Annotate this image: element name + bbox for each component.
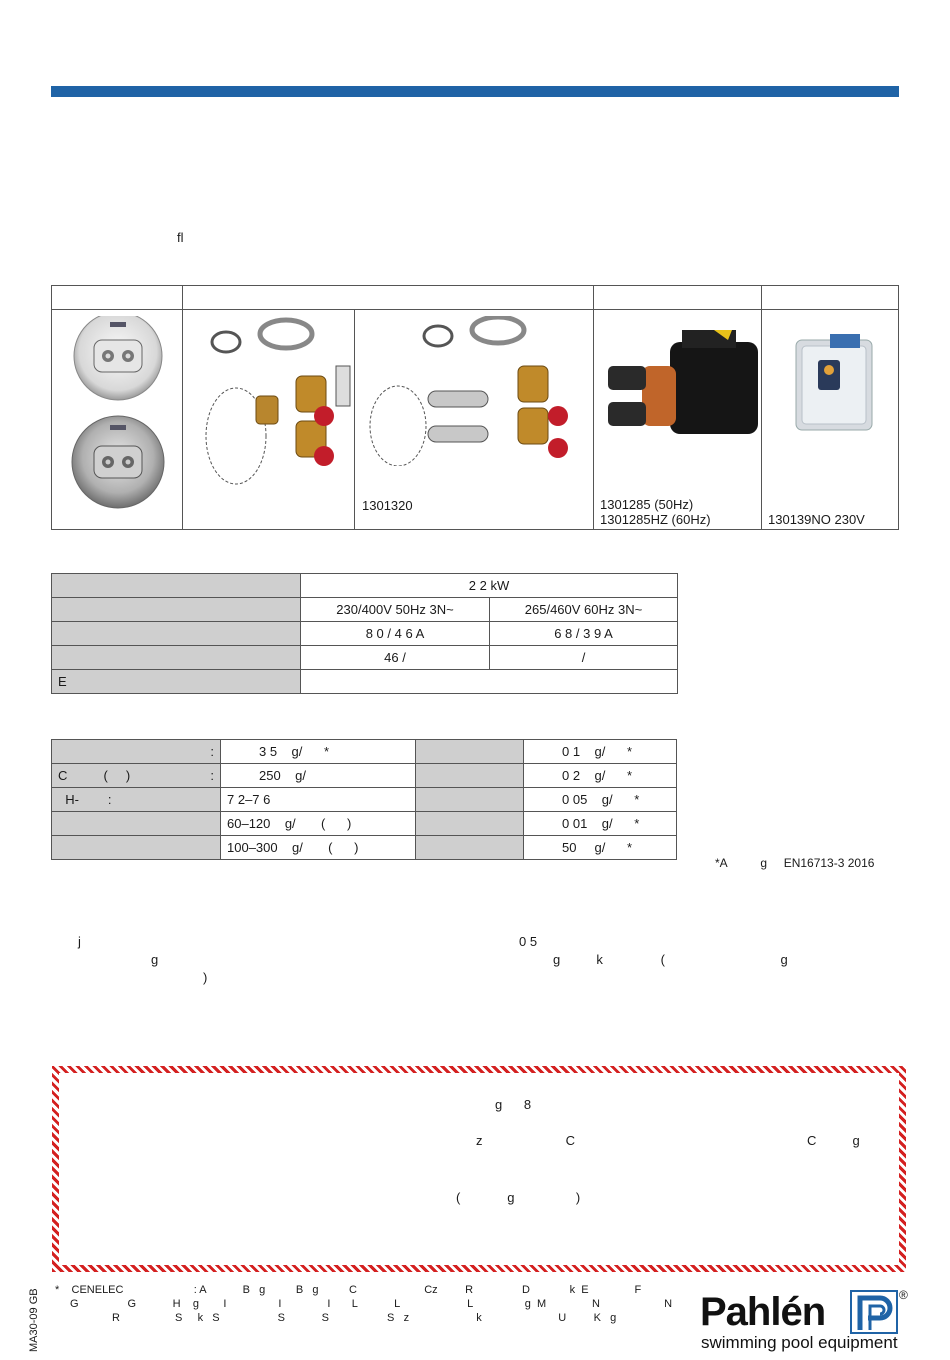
water-label [416, 836, 524, 860]
warning-box [52, 1066, 906, 1272]
table-row [52, 740, 677, 764]
paragraph-fragment: g [151, 952, 159, 967]
spec-label [52, 646, 301, 670]
brand-tagline: swimming pool equipment [701, 1333, 898, 1352]
spec-value: 265/460V 60Hz 3N~ [490, 598, 678, 622]
water-label [52, 812, 221, 836]
water-value: 60–120 g/ ( ) [221, 812, 416, 836]
water-value: 7 2–7 6 [221, 788, 416, 812]
spec-value [301, 670, 678, 694]
product-code-line: 1301285 (50Hz) [600, 497, 694, 512]
water-quality-table [51, 739, 677, 860]
spec-value: 2 2 kW [301, 574, 678, 598]
water-value: 0 05 g/ * [524, 788, 677, 812]
water-value: 0 2 g/ * [524, 764, 677, 788]
spec-table [51, 573, 678, 694]
footnote-line: * CENELEC : A B g B g C Cz R D k E F [55, 1284, 642, 1296]
water-label: C ( ) : [52, 764, 221, 788]
spec-value: / [490, 646, 678, 670]
registered-mark: ® [899, 1288, 908, 1302]
table-row [52, 812, 677, 836]
spec-label: E [52, 670, 301, 694]
warning-text: C g [807, 1133, 860, 1148]
product-code-line: 1301320 [362, 498, 413, 513]
water-label [416, 812, 524, 836]
spec-value: 230/400V 50Hz 3N~ [301, 598, 490, 622]
water-label [416, 764, 524, 788]
document-code: MA30-09 GB [28, 1288, 40, 1352]
product-code-line: 1301285HZ (60Hz) [600, 512, 711, 527]
table-row [52, 670, 678, 694]
spec-label [52, 622, 301, 646]
table-row [52, 574, 678, 598]
control-box-image [790, 326, 880, 436]
brand-name: Pahlén [700, 1290, 826, 1334]
product-code [768, 512, 865, 527]
table-row [52, 622, 678, 646]
water-value: 100–300 g/ ( ) [221, 836, 416, 860]
water-value: 0 1 g/ * [524, 740, 677, 764]
product-table [51, 285, 899, 530]
spec-value: 8 0 / 4 6 A [301, 622, 490, 646]
warning-text: z C [476, 1133, 575, 1148]
standard-footnote: *A g EN16713-3 2016 [715, 856, 875, 870]
footnote-line: R S k S S S S z k U K g [112, 1312, 617, 1324]
spec-label [52, 598, 301, 622]
installation-kit-long-image [358, 316, 588, 466]
paragraph-fragment: j [78, 934, 81, 949]
intro-fragment: fl [177, 230, 184, 245]
brand-logo [700, 1288, 912, 1354]
product-table-header [52, 286, 898, 310]
paragraph-fragment: ) [203, 970, 208, 985]
product-code [600, 497, 711, 527]
water-label: H- : [52, 788, 221, 812]
paragraph-fragment: 0 5 [519, 934, 538, 949]
installation-kit-image [186, 316, 352, 486]
table-row [52, 598, 678, 622]
paragraph-fragment: g k ( g [553, 952, 788, 967]
water-value: 0 01 g/ * [524, 812, 677, 836]
table-row [52, 836, 677, 860]
water-label [416, 740, 524, 764]
water-label [52, 836, 221, 860]
water-value: 3 5 g/ * [221, 740, 416, 764]
spec-label [52, 574, 301, 598]
water-label [416, 788, 524, 812]
product-code [362, 498, 413, 513]
table-row [52, 764, 677, 788]
brand-mark-icon [850, 1290, 898, 1334]
footnote-line: G G H g I I I L L L g M N N [70, 1298, 673, 1310]
water-label: : [52, 740, 221, 764]
pump-motor-image [602, 322, 762, 442]
table-row [52, 646, 678, 670]
water-value: 250 g/ [221, 764, 416, 788]
spec-value: 46 / [301, 646, 490, 670]
top-accent-bar [51, 86, 899, 97]
nozzle-panels-image [64, 316, 172, 516]
product-code-line: 130139NO 230V [768, 512, 865, 527]
spec-value: 6 8 / 3 9 A [490, 622, 678, 646]
water-value: 50 g/ * [524, 836, 677, 860]
warning-text: ( g ) [456, 1190, 581, 1205]
warning-text: g 8 [495, 1097, 532, 1112]
table-row [52, 788, 677, 812]
